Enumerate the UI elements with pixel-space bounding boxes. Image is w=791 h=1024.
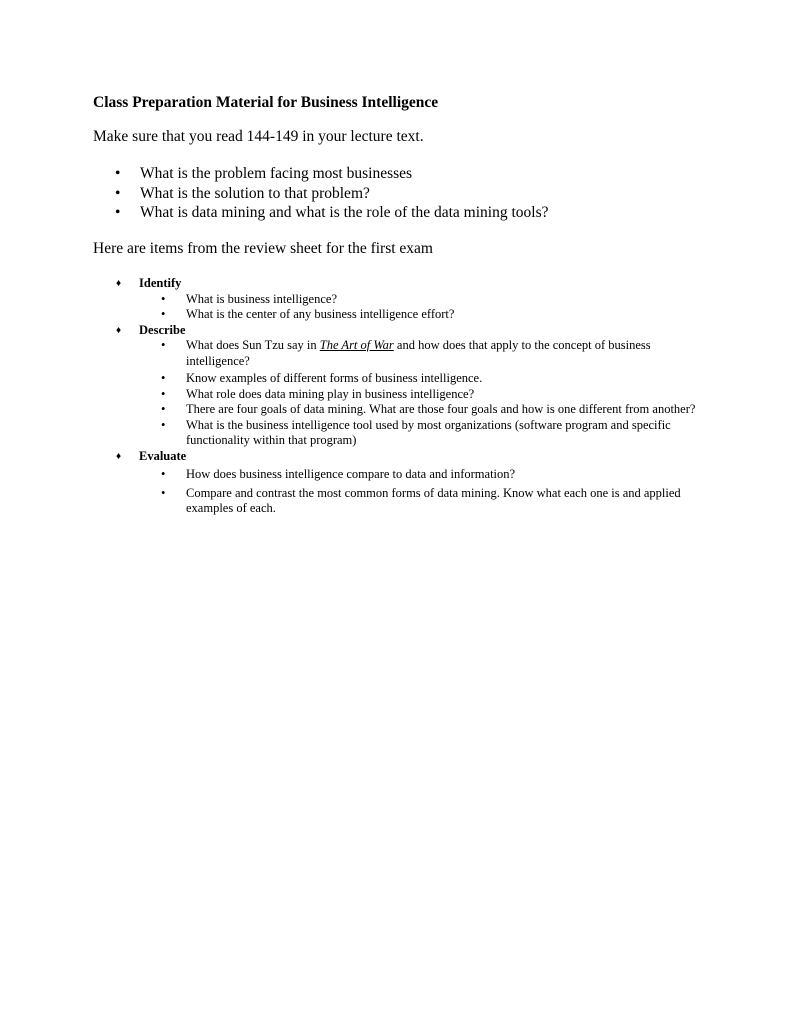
bullet-icon: • bbox=[161, 402, 166, 416]
evaluate-list bbox=[139, 467, 703, 517]
list-item-text: There are four goals of data mining. What are those four goals and how is one different from another? bbox=[186, 402, 696, 416]
text-run: What does Sun Tzu say in bbox=[186, 338, 320, 352]
question-text: What is the problem facing most businesses bbox=[140, 165, 413, 182]
list-item-text bbox=[186, 338, 651, 368]
bullet-icon: • bbox=[161, 417, 166, 432]
describe-list bbox=[139, 338, 703, 449]
question-item bbox=[93, 203, 549, 223]
list-item-text: What role does data mining play in business intelligence? bbox=[186, 386, 475, 401]
list-item-text: Compare and contrast the most common forms of data mining. Know what each one is and applied examples of each. bbox=[186, 485, 681, 515]
diamond-bullet-icon: ♦ bbox=[116, 450, 122, 462]
list-item-text: How does business intelligence compare to data and information? bbox=[186, 467, 516, 481]
list-item bbox=[139, 338, 703, 369]
bullet-icon: • bbox=[161, 386, 166, 401]
section-label: Identify bbox=[139, 276, 182, 290]
question-list bbox=[93, 164, 549, 223]
question-item bbox=[93, 164, 549, 184]
section-label: Evaluate bbox=[139, 448, 187, 463]
bullet-icon: • bbox=[161, 291, 166, 306]
review-sheet bbox=[93, 276, 703, 517]
question-text: What is the solution to that problem? bbox=[140, 184, 370, 202]
bullet-icon: • bbox=[161, 338, 166, 352]
section-describe bbox=[93, 323, 703, 449]
list-item bbox=[139, 486, 703, 517]
bullet-icon: • bbox=[161, 307, 166, 321]
question-text: What is data mining and what is the role of the data mining tools? bbox=[140, 204, 549, 221]
bullet-icon: • bbox=[115, 184, 121, 202]
section-label: Describe bbox=[139, 322, 186, 337]
list-item-text: Know examples of different forms of business intelligence. bbox=[186, 371, 483, 385]
list-item bbox=[139, 371, 703, 387]
review-heading: Here are items from the review sheet for the first exam bbox=[93, 240, 433, 257]
text-run: and how does that apply to the concept of business intelligence? bbox=[186, 338, 651, 368]
reading-instruction: Make sure that you read 144-149 in your lecture text. bbox=[93, 128, 424, 145]
document-title: Class Preparation Material for Business Intelligence bbox=[93, 94, 439, 111]
diamond-bullet-icon: ♦ bbox=[116, 278, 122, 289]
diamond-bullet-icon: ♦ bbox=[116, 324, 122, 336]
list-item bbox=[139, 467, 703, 483]
question-item bbox=[93, 184, 549, 204]
list-item bbox=[139, 307, 703, 323]
section-evaluate bbox=[93, 449, 703, 517]
list-item bbox=[139, 387, 703, 403]
bullet-icon: • bbox=[161, 371, 166, 385]
bullet-icon: • bbox=[115, 165, 121, 182]
list-item bbox=[139, 402, 703, 418]
bullet-icon: • bbox=[161, 485, 166, 500]
identify-list bbox=[139, 292, 703, 323]
list-item-text: What is business intelligence? bbox=[186, 291, 338, 306]
bullet-icon: • bbox=[161, 467, 166, 481]
list-item-text: What is the center of any business intelligence effort? bbox=[186, 307, 455, 321]
list-item bbox=[139, 418, 703, 449]
section-identify bbox=[93, 276, 703, 323]
list-item-text: What is the business intelligence tool used by most organizations (software program and specific functionality within that program) bbox=[186, 417, 671, 447]
book-title: The Art of War bbox=[319, 338, 394, 352]
list-item bbox=[139, 292, 703, 308]
bullet-icon: • bbox=[115, 204, 121, 221]
